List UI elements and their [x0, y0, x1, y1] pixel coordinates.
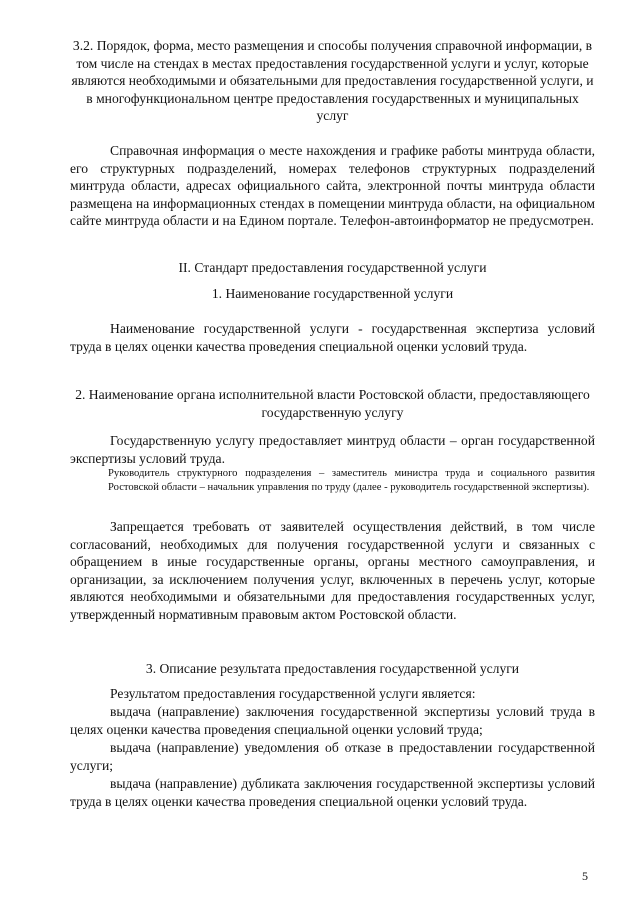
paragraph-result-item-2: выдача (направление) уведомления об отказе в предоставлении государственной услуги; [70, 740, 595, 773]
page-number: 5 [582, 869, 588, 883]
heading-result-description: 3. Описание результата предоставления государственной услуги [145, 661, 520, 676]
heading-service-name: 1. Наименование государственной услуги [211, 286, 454, 301]
heading-provider-body: 2. Наименование органа исполнительной власти Ростовской области, предоставляющего государственную услугу [75, 387, 590, 420]
paragraph-provider: Государственную услугу предоставляет минтруд области – орган государственной экспертизы условий труда. [70, 433, 595, 466]
paragraph-head-of-unit: Руководитель структурного подразделения – заместитель министра труда и социального развития Ростовской области – начальник управления по труду (далее - руководитель государственной экспертизы). [108, 468, 595, 493]
paragraph-result-intro: Результатом предоставления государственной услуги является: [110, 686, 476, 701]
paragraph-result-item-1: выдача (направление) заключения государственной экспертизы условий труда в целях оценки качества проведения специальной оценки условий труда; [70, 704, 595, 737]
paragraph-result-item-3: выдача (направление) дубликата заключения государственной экспертизы условий труда в целях оценки качества проведения специальной оценки условий труда. [70, 776, 595, 809]
section-ii-title: II. Стандарт предоставления государственной услуги [178, 260, 487, 275]
paragraph-service-name: Наименование государственной услуги - государственная экспертиза условий труда в целях оценки качества проведения специальной оценки условий труда. [70, 321, 595, 354]
paragraph-prohibited-requirements: Запрещается требовать от заявителей осуществления действий, в том числе согласований, необходимых для получения государственной услуги и связанных с обращением в иные государственные органы, органы местного самоуправления, и организации, за исключением получения услуг, включенных в перечень услуг, которые являются необходимыми и обязательными для предоставления государственных услуг, утвержденный нормативным правовым актом Ростовской области. [70, 519, 595, 622]
section-heading-3-2: 3.2. Порядок, форма, место размещения и способы получения справочной информации, в том числе на стендах в местах предоставления государственной услуги и услуг, которые являются необходимыми и обязательными для предоставления государственной услуги, и в многофункциональном центре предоставления государственных и муниципальных услуг [71, 38, 594, 123]
paragraph-reference-info: Справочная информация о месте нахождения и графике работы минтруда области, его структурных подразделений, номерах телефонов структурных подразделений минтруда области, адресах официального сайта, электронной почты минтруда области размещена на информационных стендах в помещении минтруда области, на официальном сайте минтруда области и на Едином портале. Телефон-автоинформатор не предусмотрен. [70, 143, 595, 228]
